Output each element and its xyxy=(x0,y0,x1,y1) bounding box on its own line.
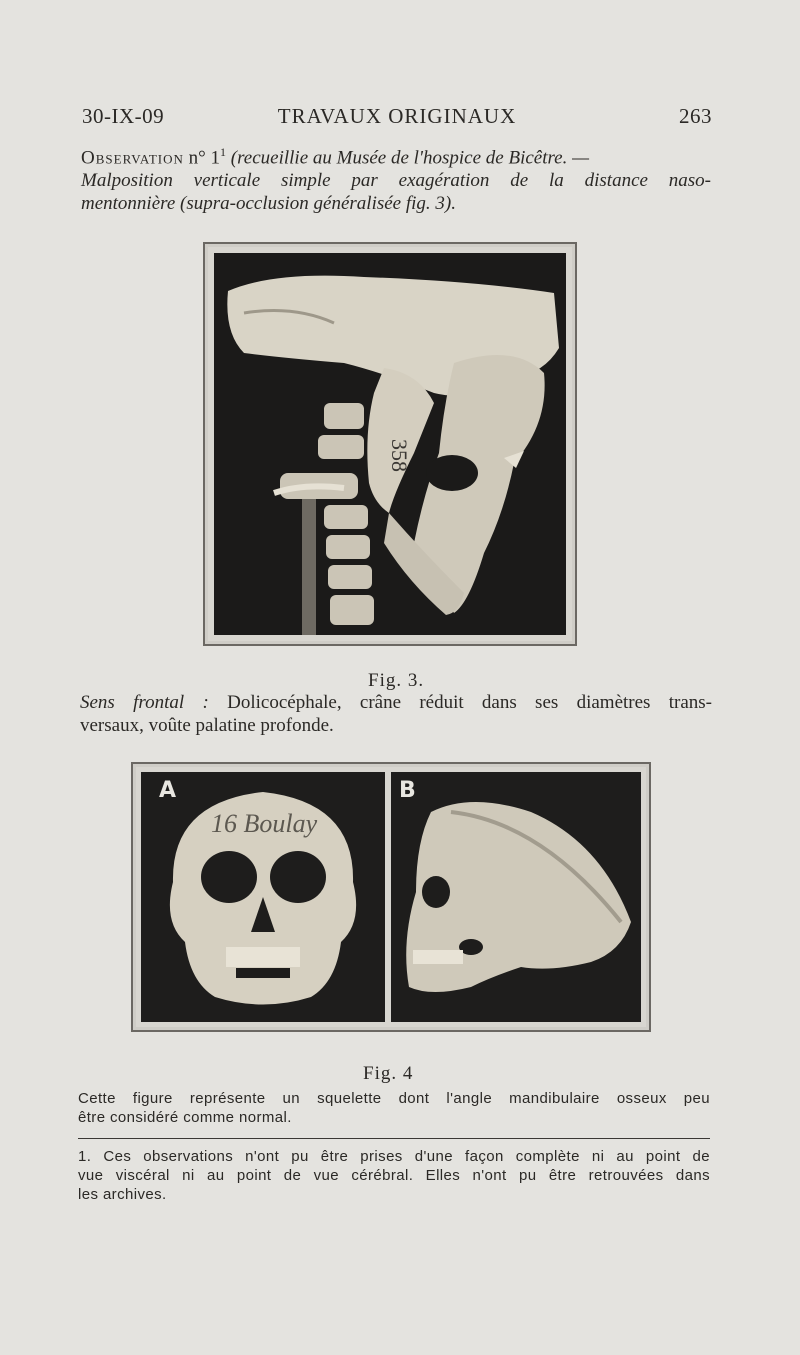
figure-4-note xyxy=(78,1089,710,1127)
sens-frontal-text-1: Dolicocéphale, crâne réduit dans ses diamètres trans- xyxy=(227,692,713,713)
observation-line-1 xyxy=(81,141,711,169)
header-title: TRAVAUX ORIGINAUX xyxy=(277,104,517,128)
observation-line-3: mentonnière (supra-occlusion généralisée fig. 3). xyxy=(81,193,456,215)
footnote xyxy=(78,1147,710,1204)
sens-frontal-paragraph xyxy=(80,691,712,737)
figure-3-photo xyxy=(214,253,566,635)
skull-lateral-illustration xyxy=(214,253,566,635)
observation-label: Observation xyxy=(81,147,184,169)
observation-heading xyxy=(81,141,711,215)
observation-source: (recueillie au Musée de l'hospice de Bicêtre. — xyxy=(230,147,590,169)
figure-4-panel-a xyxy=(141,772,385,1022)
footnote-marker: 1. xyxy=(78,1148,92,1165)
skull-frontal-illustration xyxy=(141,772,385,1022)
panel-b-label: B xyxy=(399,778,416,803)
panel-a-label: A xyxy=(159,778,177,803)
figure-4-note-line-1: Cette figure représente un squelette dont l'angle mandibulaire osseux peu xyxy=(78,1090,710,1107)
figure-4-panel-b xyxy=(391,772,641,1022)
running-head xyxy=(82,104,712,134)
header-date: 30-IX-09 xyxy=(82,104,165,128)
specimen-number: 358 xyxy=(387,439,412,472)
figure-3-caption: Fig. 3. xyxy=(368,670,425,691)
figure-3-photo-frame xyxy=(203,242,577,646)
sens-frontal-label: Sens frontal : xyxy=(80,692,209,713)
footnote-rule xyxy=(78,1138,710,1139)
observation-line-2: Malposition verticale simple par exagération de la distance naso- xyxy=(81,170,711,192)
sens-frontal-line-1 xyxy=(80,691,712,714)
figure-4-note-line-2: être considéré comme normal. xyxy=(78,1109,292,1126)
sens-frontal-line-2: versaux, voûte palatine profonde. xyxy=(80,715,334,736)
footnote-line-3: les archives. xyxy=(78,1186,167,1203)
skull-profile-illustration xyxy=(391,772,641,1022)
footnote-line-1 xyxy=(78,1147,710,1166)
skull-inscription: 16 Boulay xyxy=(211,809,318,838)
footnote-text-1: Ces observations n'ont pu être prises d'une façon complète ni au point de xyxy=(103,1148,710,1165)
footnote-line-2: vue viscéral ni au point de vue cérébral. Elles n'ont pu être retrouvées dans xyxy=(78,1167,710,1184)
observation-footnote-ref: 1 xyxy=(220,145,227,159)
page-number: 263 xyxy=(679,104,712,128)
figure-4-caption: Fig. 4 xyxy=(363,1063,414,1084)
observation-number: n° 1 xyxy=(188,147,221,169)
figure-4-photo-frame xyxy=(131,762,651,1032)
